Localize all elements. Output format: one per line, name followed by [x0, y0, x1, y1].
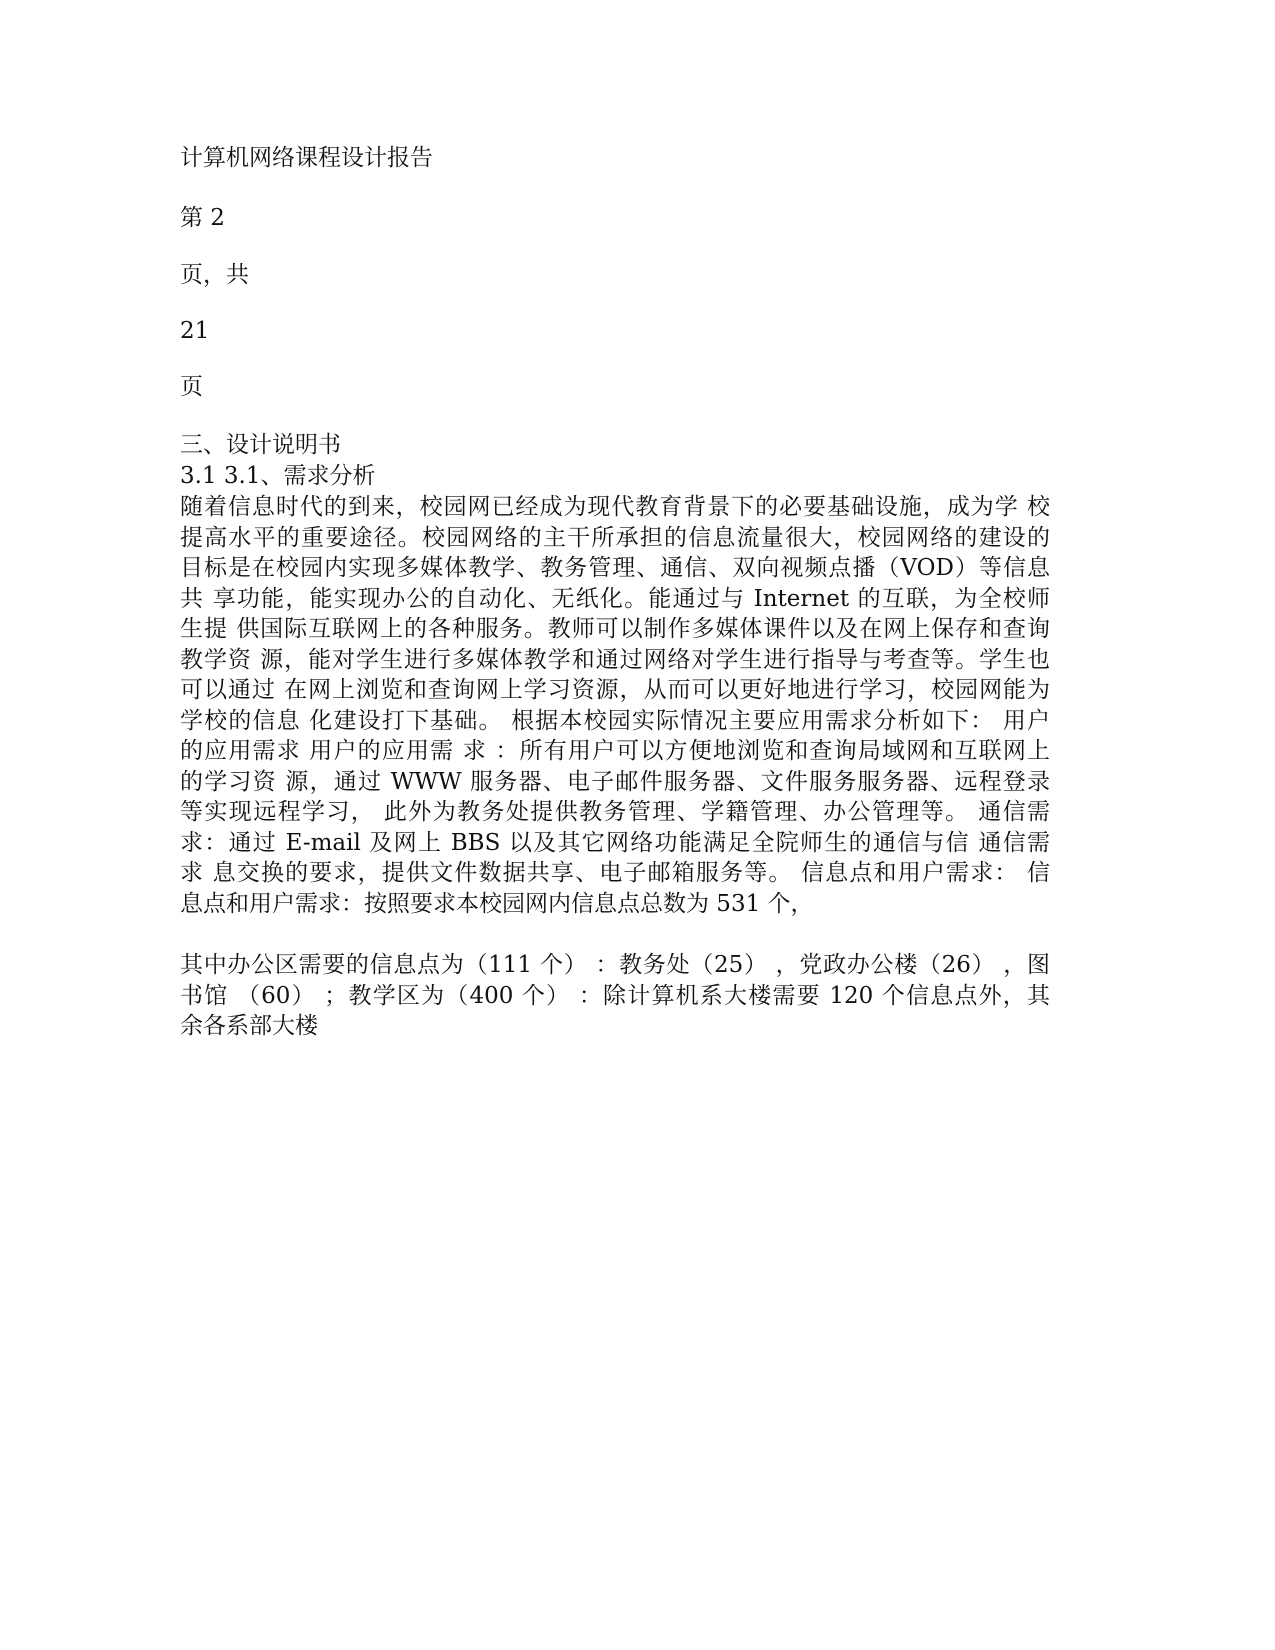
page-number-label: 第 2 — [180, 205, 225, 231]
paragraph-line: 共 享功能，能实现办公的自动化、无纸化。能通过与 Internet 的互联，为全校师 — [180, 585, 1050, 612]
paragraph-line: 学校的信息 化建设打下基础。 根据本校园实际情况主要应用需求分析如下： 用户 — [180, 707, 1050, 734]
section-heading: 三、设计说明书 — [180, 432, 341, 458]
total-pages: 21 — [180, 318, 210, 344]
info-points-paragraph — [180, 950, 1050, 1042]
paragraph-line: 目标是在校园内实现多媒体教学、教务管理、通信、双向视频点播（VOD）等信息 — [180, 555, 1050, 581]
paragraph-line: 求 息交换的要求，提供文件数据共享、电子邮箱服务等。 信息点和用户需求： 信 — [180, 860, 1050, 886]
paragraph-line: 生提 供国际互联网上的各种服务。教师可以制作多媒体课件以及在网上保存和查询 — [180, 616, 1050, 642]
paragraph-line: 的学习资 源，通过 WWW 服务器、电子邮件服务器、文件服务服务器、远程登录 — [180, 768, 1050, 795]
page-suffix-label: 页 — [180, 374, 203, 400]
requirements-paragraph — [180, 492, 1050, 919]
paragraph-line: 书馆 （60） ；教学区为（400 个） ：除计算机系大楼需要 120 个信息点外，其 — [180, 982, 1050, 1009]
paragraph-line: 教学资 源，能对学生进行多媒体教学和通过网络对学生进行指导与考查等。学生也 — [180, 646, 1050, 673]
paragraph-line: 其中办公区需要的信息点为（111 个） ：教务处（25） ，党政办公楼（26） ，图 — [180, 952, 1050, 978]
paragraph-line: 随着信息时代的到来，校园网已经成为现代教育背景下的必要基础设施，成为学 校 — [180, 494, 1050, 520]
subsection-heading: 3.1 3.1、需求分析 — [180, 463, 376, 489]
paragraph-line: 的应用需求 用户的应用需 求 ：所有用户可以方便地浏览和查询局域网和互联网上 — [180, 738, 1050, 764]
paragraph-line: 息点和用户需求：按照要求本校园网内信息点总数为 531 个， — [180, 890, 814, 917]
paragraph-line: 余各系部大楼 — [180, 1013, 318, 1039]
paragraph-line: 求：通过 E-mail 及网上 BBS 以及其它网络功能满足全院师生的通信与信 通信需 — [180, 829, 1050, 856]
paragraph-line: 提高水平的重要途径。校园网络的主干所承担的信息流量很大，校园网络的建设的 — [180, 524, 1050, 551]
page-count-label: 页，共 — [180, 262, 249, 288]
report-title: 计算机网络课程设计报告 — [180, 145, 433, 171]
paragraph-line: 可以通过 在网上浏览和查询网上学习资源，从而可以更好地进行学习，校园网能为 — [180, 677, 1050, 703]
paragraph-line: 等实现远程学习， 此外为教务处提供教务管理、学籍管理、办公管理等。 通信需 — [180, 799, 1050, 825]
